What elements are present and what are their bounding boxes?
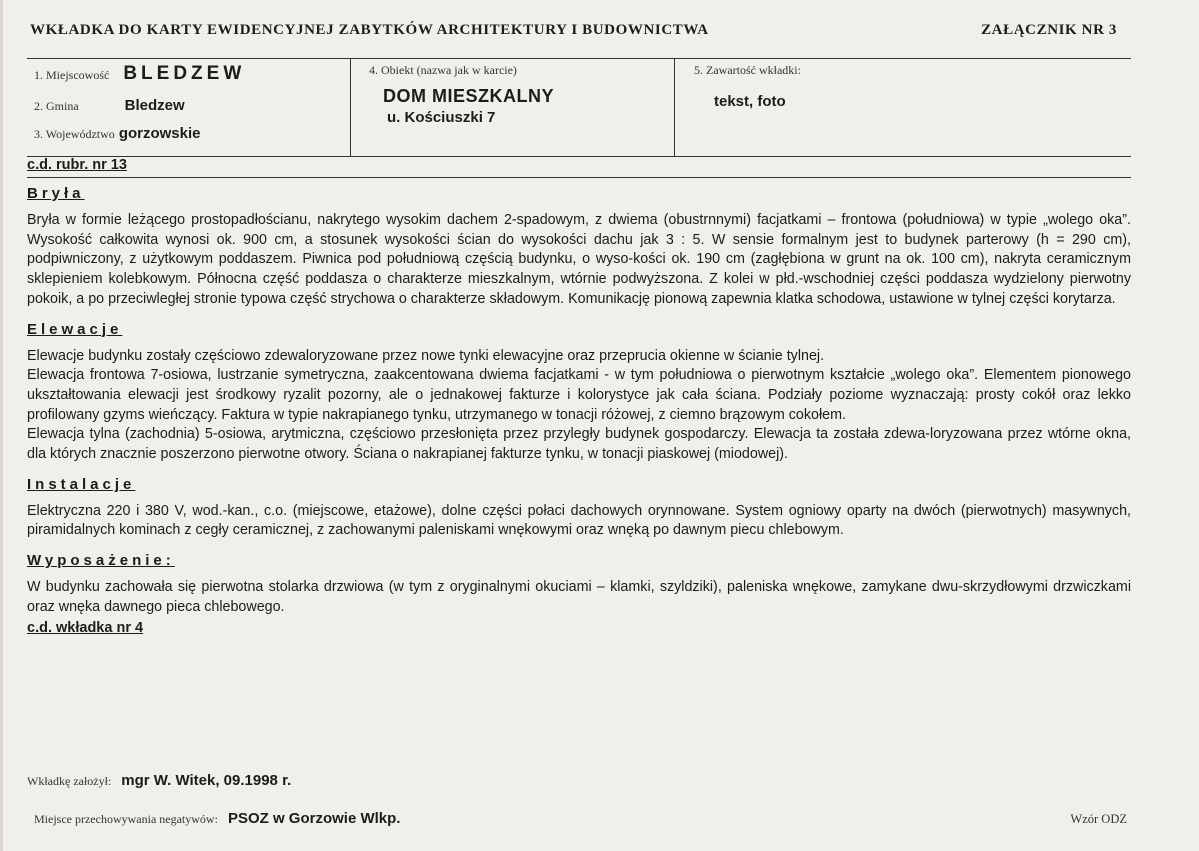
contents-label: 5. Zawartość wkładki: [694, 63, 801, 77]
commune-label: 2. Gmina [34, 99, 79, 113]
voivodeship-row [34, 125, 201, 142]
object-name: DOM MIESZKALNY [383, 86, 554, 106]
negatives-row [34, 810, 400, 827]
object-column [351, 59, 675, 156]
voivodeship-label: 3. Województwo [34, 127, 115, 141]
section-heading: Instalacje [27, 475, 136, 493]
section-heading: Bryła [27, 185, 85, 202]
section-bryla [27, 184, 1131, 310]
author-value: mgr W. Witek, 09.1998 r. [121, 772, 292, 789]
section-paragraph: W budynku zachowała się pierwotna stolarka drzwiowa (w tym z oryginalnymi okuciami – klamki, szyldziki), paleniska wnękowe, zamykane dwu-skrzydłowymi drzwiczkami oraz wnęka dawnego pieca chlebowego. [27, 579, 1131, 615]
voivodeship-value: gorzowskie [118, 125, 201, 142]
section-elewacje [27, 320, 1131, 465]
section-paragraph: Elektryczna 220 i 380 V, wod.-kan., c.o. (miejscowe, etażowe), dolne części połaci dachowych orynnowane. System ogniowy oparty na dwóch (pierwotnych) masywnych, piramidalnych kominach z cegły ceramicznej, z zachowanymi paleniskami wnękowymi oraz wnęką po dawnym piecu chlebowym. [27, 502, 1131, 539]
commune-row [34, 97, 185, 114]
negatives-value: PSOZ w Gorzowie Wlkp. [227, 810, 401, 827]
scan-edge [0, 0, 3, 851]
section-heading: Wyposażenie: [27, 552, 175, 570]
object-address: u. Kościuszki 7 [387, 109, 496, 126]
section-wyposazenie [27, 551, 1131, 617]
author-label: Wkładkę założył: [27, 774, 112, 788]
locality-value: BLEDZEW [123, 63, 246, 84]
header-table [27, 58, 1131, 157]
section-heading: Elewacje [27, 320, 123, 338]
negatives-label: Miejsce przechowywania negatywów: [34, 812, 218, 826]
contents-value: tekst, foto [714, 93, 786, 110]
location-column [27, 59, 351, 156]
section-paragraph: Bryła w formie leżącego prostopadłościanu, nakrytego wysokim dachem 2-spadowym, z dwiema (obustrnnymi) facjatkami – frontowa (południowa) w typie „wolego oka”. Wysokość całkowita wynosi ok. 900 cm, a stosunek wysokości ścian do wysokości dachu jak 3 : 5. W sensie formalnym jest to budynek parterowy (h = 290 cm), podpiwniczony, z użytkowym poddaszem. Piwnica pod południową częścią budynku, o wyso-kości ok. 190 cm (zagłębiona w grunt na ok. 100 cm), nakryta ceramicznym sklepieniem kolebkowym. Północna część poddasza o charakterze mieszkalnym, wtórnie podwyższona. Z kolei w płd.-wschodniej części poddasza wydzielony pierwotny pokoik, a po przeciwległej stronie typowa część strychowa o charakterze składowym. Komunikację pionową zapewnia klatka schodowa, ustawione w tylnej części korytarza. [27, 212, 1131, 307]
commune-value: Bledzew [124, 97, 185, 114]
section-instalacje [27, 475, 1131, 541]
author-row [27, 772, 291, 789]
section-paragraph: Elewacja tylna (zachodnia) 5-osiowa, arytmiczna, częściowo przesłonięta przez przyległy budynek gospodarczy. Elewacja ta została zdewa-loryzowana przez wtórne okna, dla których znacznie poszerzono pierwotne otwory. Ściana o nakrapianej fakturze tynku, w tonacji piaskowej (miodowej). [27, 426, 1131, 463]
object-label: 4. Obiekt (nazwa jak w karcie) [369, 63, 517, 77]
main-text [27, 184, 1131, 638]
continued-insert: c.d. wkładka nr 4 [27, 619, 144, 636]
annex-number: ZAŁĄCZNIK NR 3 [981, 22, 1117, 38]
section-paragraph: Elewacje budynku zostały częściowo zdewaloryzowane przez nowe tynki elewacyjne oraz przeprucia okienne w ścianie tylnej. [27, 347, 825, 364]
locality-label: 1. Miejscowość [34, 68, 110, 82]
section-paragraph: Elewacja frontowa 7-osiowa, lustrzanie symetryczna, zaakcentowana dwiema facjatkami - w tym południowa o pierwotnym kształcie „wolego oka”. Elementem pionowego ukształtowania elewacji jest środkowy ryzalit pozorny, ale o jednakowej fakturze i kolorystyce jak cała ściana. Podziały poziome wyznaczają: prosty cokół oraz lekko profilowany gzyms wieńczący. Faktura w typie nakrapianego tynku, utrzymanego w tonacji różowej, z ciemno brązowym cokołem. [27, 367, 1131, 423]
document-title: WKŁADKA DO KARTY EWIDENCYJNEJ ZABYTKÓW ARCHITEKTURY I BUDOWNICTWA [30, 22, 709, 38]
contents-column [676, 59, 1131, 156]
continued-rubric: c.d. rubr. nr 13 [27, 157, 127, 173]
locality-row [34, 63, 245, 85]
divider [27, 177, 1131, 178]
form-code: Wzór ODZ [1070, 812, 1127, 826]
